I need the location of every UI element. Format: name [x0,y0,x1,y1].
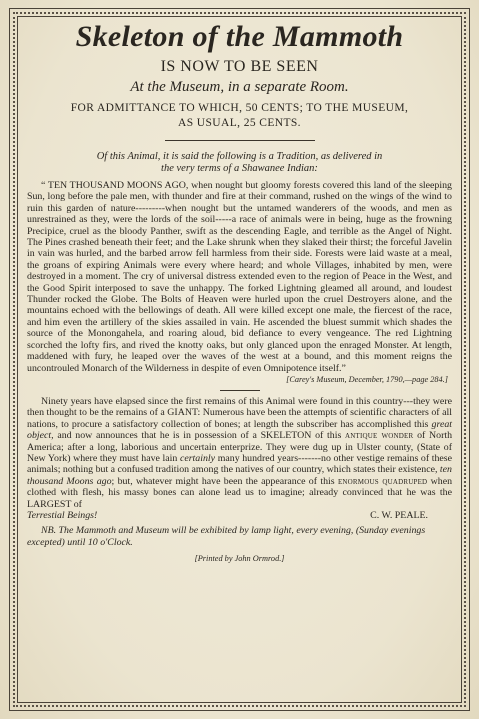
citation: [Carey's Museum, December, 1790,—page 284.] [286,374,448,384]
broadside-content [27,20,452,564]
signature: C. W. PEALE. [370,509,428,521]
antique-wonder-emphasis: antique wonder [345,430,414,442]
tradition-paragraph: “ TEN THOUSAND MOONS AGO, when nought but gloomy forests covered this land of the sleeping Sun, long before the pale men, with thunder and fire at their command, rushed on the wings of the wind to ruin this garden of nature---------when nought but the untamed wanderers of the woods, and men as unrestrained as they, were the lords of the soil-----a race of animals were in being, huge as the frowning Precipice, cruel as the bloody Panther, swift as the descending Eagle, and terrible as the Angel of Night. The Pines crashed beneath their feet; and the Lake shrunk when they slaked their thirst; the forceful Javelin in vain was hurled, and the barbed arrow fell harmless from their side. Forests were laid waste at a meal, the groans of expiring Animals were every where heard; and whole Villages, inhabited by men, were destroyed in a moment. The cry of universal distress extended even to the region of Peace in the West, and the Good Spirit interposed to save the unhappy. The forked Lightning gleamed all around, and loudest Thunder rocked the Globe. The Bolts of Heaven were hurled upon the cruel Destroyers alone, and the mountains echoed with the bellowings of death. All were killed except one male, the fiercest of the race, and him even the artillery of the skies assailed in vain. He ascended the bluest summit which shades the source of the Monongahela, and roaring aloud, bid defiance to every vengeance. The red Lightning scorched the lofty firs, and rived the knotty oaks, but only glanced upon the enraged Monster. At length, maddened with fury, he leaped over the waves of the west at a bound, and this moment reigns the uncontrouled Monarch of the Wilderness in despite of even Omnipotence itself.” [27,180,452,374]
announcement-part-6: when clothed with flesh, his massy bones can alone lead us to imagine; already convinced that he was the LARGEST of [27,475,453,510]
terrestial-beings-emphasis: Terrestial Beings! [27,509,98,521]
admission-line-1: FOR ADMITTANCE TO WHICH, 50 CENTS; TO THE MUSEUM, [70,102,409,114]
printer-credit: [Printed by John Ormrod.] [194,554,285,564]
intro-line-1: Of this Animal, it is said the following is a Tradition, as delivered in [96,151,383,162]
divider-rule-2 [220,390,260,391]
nb-note: NB. The Mammoth and Museum will be exhibited by lamp light, every evening, (Sunday evenings excepted) until 10 o'Clock. [27,525,426,548]
announcement-part-1: Ninety years have elapsed since the first remains of this Animal were found in this country---they were then thought to be the remains of a GIANT: Numerous have been the attempts of scientific characters of all nations, to procure a satisfactory collection of bones; at length the subscriber has accomplished this [27,395,452,430]
headline-subtitle: IS NOW TO BE SEEN [160,58,319,75]
announcement-part-3: of North America; after a long, laborious and uncertain enterprize. They were dug up in Ulster county, (State of New York) where they must have lain [27,430,453,464]
page-title: Skeleton of the Mammoth [75,20,404,53]
divider-rule [165,140,315,141]
admission-line-2: AS USUAL, 25 CENTS. [178,117,301,129]
certainly-emphasis: certainly [179,452,216,464]
enormous-quadruped-emphasis: enormous quadruped [337,475,428,487]
intro-text [27,151,452,175]
location-line: At the Museum, in a separate Room. [130,79,349,95]
announcement-part-2: and now announces that he is in possession of a SKELETON of this [57,430,342,442]
announcement-part-5: ; but, whatever might have been the appearance of this [111,475,335,487]
announcement-part-4: many hundred years-------no other vestige remains of these animals; nothing but a confused tradition among the natives of our country, which states their existence, [27,452,453,476]
intro-line-2: the very terms of a Shawanee Indian: [161,163,318,174]
signature-row [27,510,452,521]
ten-thousand-moons-emphasis: ten thousand Moons ago [27,464,452,487]
announcement-paragraph [27,396,452,510]
great-object-emphasis: great object, [27,418,453,442]
